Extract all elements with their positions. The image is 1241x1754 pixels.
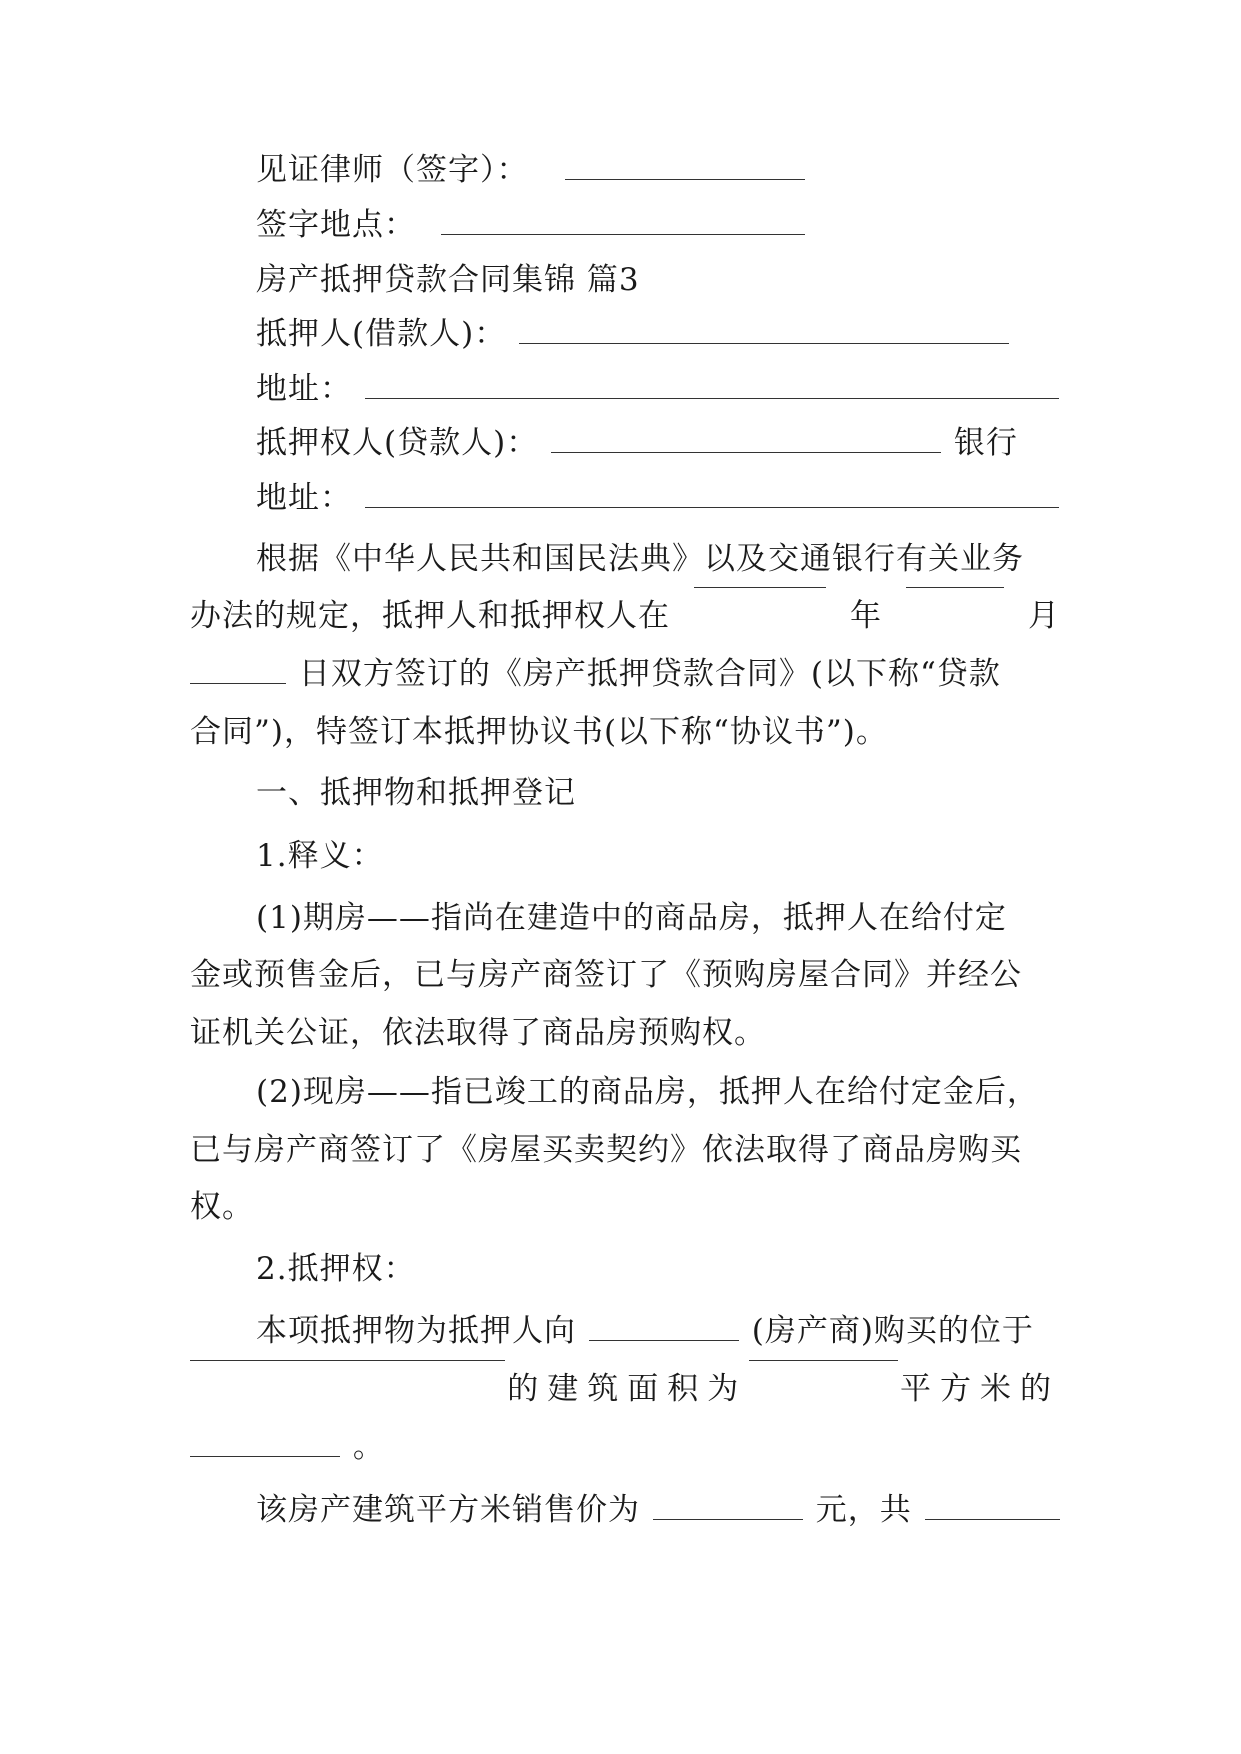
sign-place-label: 签字地点：	[256, 207, 416, 243]
total-price-blank[interactable]	[925, 1519, 1060, 1520]
date-day-blank[interactable]	[190, 683, 286, 684]
mortgagor-address-label: 地址：	[256, 371, 352, 407]
sign-place-blank[interactable]	[441, 234, 805, 235]
section-title: 房产抵押贷款合同集锦 篇3	[256, 262, 640, 298]
date-month-blank[interactable]	[906, 587, 1004, 588]
mortgagee-address-label: 地址：	[256, 480, 352, 516]
mortgagee-suffix: 银行	[953, 425, 1018, 461]
heading-1: 一、抵押物和抵押登记	[256, 775, 576, 811]
definition-line: 金或预售金后，已与房产商签订了《预购房屋合同》并经公	[190, 957, 1022, 993]
mortgagee-line	[256, 414, 1060, 472]
definition-line: 已与房产商签订了《房屋买卖契约》依法取得了商品房购买	[190, 1132, 1022, 1168]
paragraph-line: 根据《中华人民共和国民法典》以及交通银行有关业务	[256, 541, 1024, 577]
date-year-blank[interactable]	[694, 587, 826, 588]
witness-lawyer-blank[interactable]	[565, 179, 805, 180]
property-line: 。	[190, 1418, 1060, 1476]
location-blank[interactable]	[190, 1360, 505, 1361]
mortgagor-label: 抵押人(借款人)：	[256, 316, 507, 352]
mortgagor-blank[interactable]	[519, 343, 1009, 344]
mortgagor-address-blank[interactable]	[365, 398, 1059, 399]
mortgagee-label: 抵押权人(贷款人)：	[256, 425, 539, 461]
price-line: 该房产建筑平方米销售价为 元，共	[256, 1481, 1060, 1539]
witness-lawyer-label: 见证律师（签字）：	[256, 152, 529, 188]
property-line: 本项抵押物为抵押人向 (房产商)购买的位于	[256, 1313, 1034, 1349]
area-blank[interactable]	[749, 1360, 898, 1361]
developer-blank[interactable]	[589, 1340, 739, 1341]
definition-line: 权。	[190, 1189, 254, 1225]
mortgagor-line	[256, 305, 1060, 363]
definition-line: (1)期房——指尚在建造中的商品房，抵押人在给付定	[256, 900, 1007, 936]
paragraph-line: 办法的规定，抵押人和抵押权人在 年 月	[190, 587, 1060, 645]
mortgagee-address-line	[256, 469, 1060, 527]
mortgagor-address-line	[256, 360, 1060, 418]
item-1-title: 1.释义：	[256, 838, 384, 874]
property-type-blank[interactable]	[190, 1456, 340, 1457]
unit-price-blank[interactable]	[653, 1519, 803, 1520]
definition-line: 证机关公证，依法取得了商品房预购权。	[190, 1015, 766, 1051]
mortgagee-blank[interactable]	[551, 452, 941, 453]
paragraph-line: 日双方签订的《房产抵押贷款合同》(以下称“贷款	[190, 645, 1060, 703]
sign-place-line	[256, 196, 1060, 254]
property-line: 的建筑面积为 平方米的	[190, 1360, 1060, 1418]
item-2-title: 2.抵押权：	[256, 1251, 416, 1287]
witness-lawyer-line	[256, 141, 1060, 199]
mortgagee-address-blank[interactable]	[365, 507, 1059, 508]
definition-line: (2)现房——指已竣工的商品房，抵押人在给付定金后，	[256, 1074, 1039, 1110]
paragraph-line: 合同”)，特签订本抵押协议书(以下称“协议书”)。	[190, 714, 888, 750]
